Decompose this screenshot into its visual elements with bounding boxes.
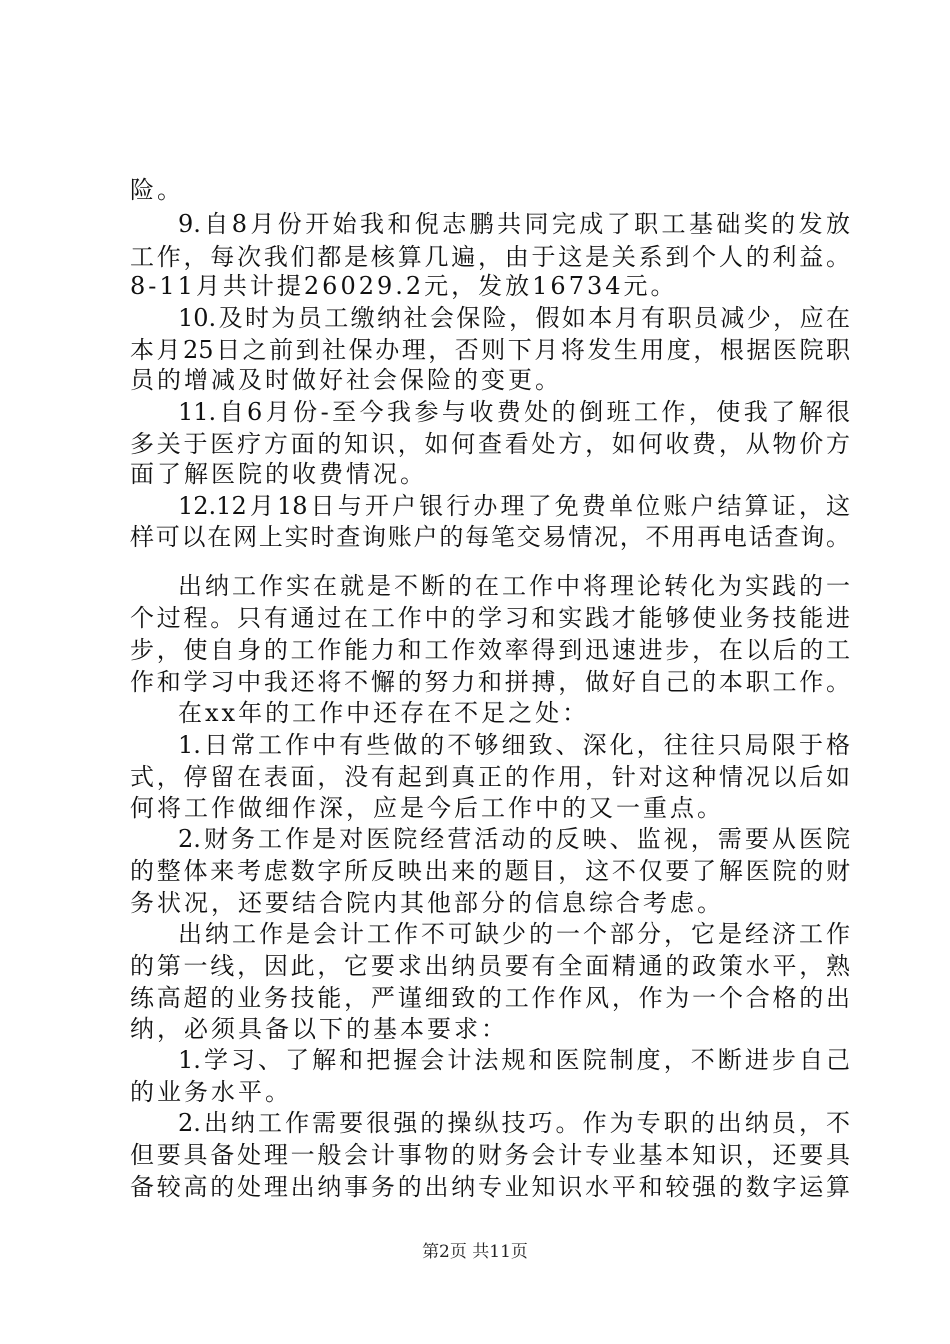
text-line: 备较高的处理出纳事务的出纳专业知识水平和较强的数字运算 bbox=[130, 1173, 850, 1201]
text-line: 11.自6月份-至今我参与收费处的倒班工作，使我了解很 bbox=[178, 398, 850, 426]
text-line: 10.及时为员工缴纳社会保险，假如本月有职员减少，应在 bbox=[178, 304, 850, 332]
text-line: 个过程。只有通过在工作中的学习和实践才能够使业务技能进 bbox=[130, 604, 850, 632]
text-line: 作和学习中我还将不懈的努力和拼搏，做好自己的本职工作。 bbox=[130, 668, 850, 696]
text-line: 的第一线，因此，它要求出纳员要有全面精通的政策水平，熟 bbox=[130, 952, 850, 980]
text-line: 在xx年的工作中还存在不足之处： bbox=[178, 699, 590, 727]
text-line: 1.日常工作中有些做的不够细致、深化，往往只局限于格 bbox=[178, 731, 850, 759]
text-line: 8-11月共计提26029.2元，发放16734元。 bbox=[130, 272, 678, 300]
page-footer bbox=[0, 1240, 950, 1264]
text-line: 面了解医院的收费情况。 bbox=[130, 460, 427, 488]
text-line: 出纳工作是会计工作不可缺少的一个部分，它是经济工作 bbox=[178, 920, 850, 948]
text-line: 9.自8月份开始我和倪志鹏共同完成了职工基础奖的发放 bbox=[178, 210, 850, 238]
text-line: 员的增减及时做好社会保险的变更。 bbox=[130, 366, 562, 394]
text-line: 但要具备处理一般会计事物的财务会计专业基本知识，还要具 bbox=[130, 1141, 850, 1169]
text-line: 纳，必须具备以下的基本要求： bbox=[130, 1015, 508, 1043]
text-line: 何将工作做细作深，应是今后工作中的又一重点。 bbox=[130, 794, 724, 822]
text-line: 多关于医疗方面的知识，如何查看处方，如何收费，从物价方 bbox=[130, 430, 850, 458]
text-line: 的业务水平。 bbox=[130, 1078, 292, 1106]
text-line: 1.学习、了解和把握会计法规和医院制度，不断进步自己 bbox=[178, 1046, 850, 1074]
text-line: 工作，每次我们都是核算几遍，由于这是关系到个人的利益。 bbox=[130, 243, 850, 271]
text-line: 出纳工作实在就是不断的在工作中将理论转化为实践的一 bbox=[178, 572, 850, 600]
text-line: 练高超的业务技能，严谨细致的工作作风，作为一个合格的出 bbox=[130, 984, 850, 1012]
text-line: 务状况，还要结合院内其他部分的信息综合考虑。 bbox=[130, 889, 724, 917]
text-line: 式，停留在表面，没有起到真正的作用，针对这种情况以后如 bbox=[130, 763, 850, 791]
text-line: 样可以在网上实时查询账户的每笔交易情况，不用再电话查询。 bbox=[130, 523, 850, 551]
page-indicator: 第2页 共11页 bbox=[422, 1242, 528, 1262]
text-line: 步，使自身的工作能力和工作效率得到迅速进步，在以后的工 bbox=[130, 636, 850, 664]
text-line: 险。 bbox=[130, 176, 184, 204]
text-line: 的整体来考虑数字所反映出来的题目，这不仅要了解医院的财 bbox=[130, 857, 850, 885]
text-line: 2.出纳工作需要很强的操纵技巧。作为专职的出纳员，不 bbox=[178, 1109, 850, 1137]
text-line: 本月25日之前到社保办理，否则下月将发生用度，根据医院职 bbox=[130, 336, 850, 364]
text-line: 2.财务工作是对医院经营活动的反映、监视，需要从医院 bbox=[178, 825, 850, 853]
text-line: 12.12月18日与开户银行办理了免费单位账户结算证，这 bbox=[178, 492, 850, 520]
